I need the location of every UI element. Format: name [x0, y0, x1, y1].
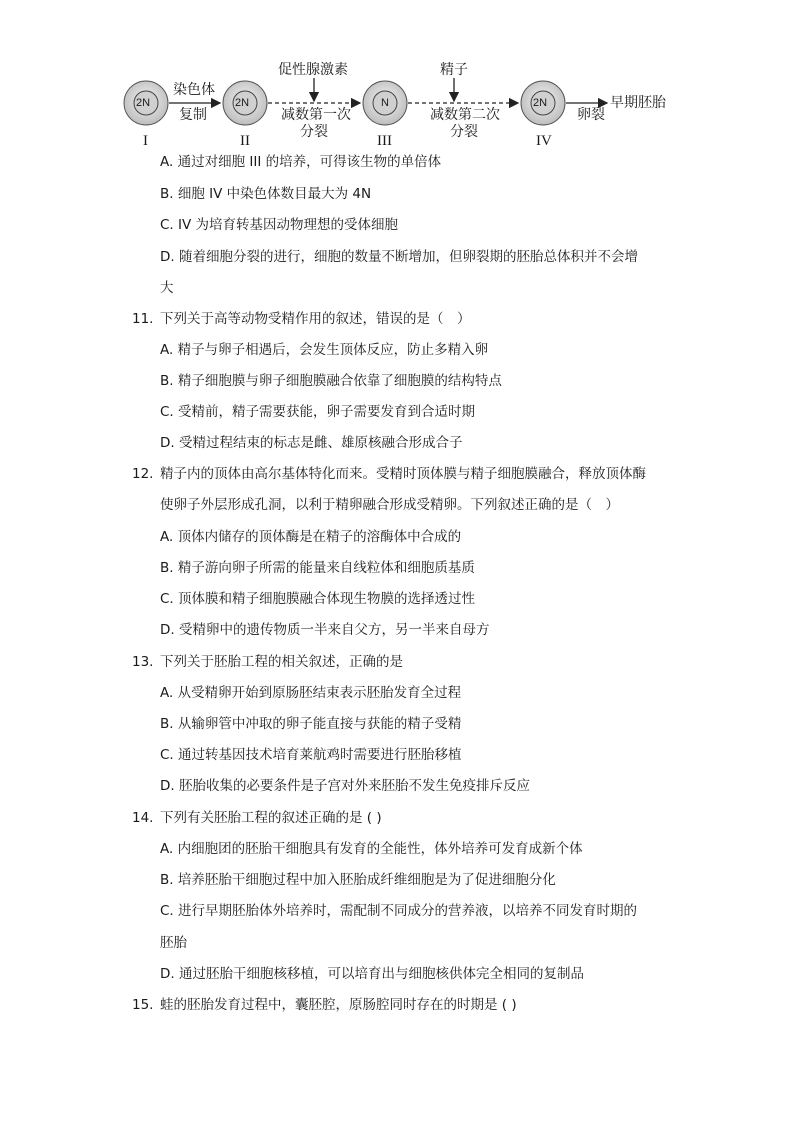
q10-option-d: D. 随着细胞分裂的进行，细胞的数量不断增加，但卵裂期的胚胎总体积并不会增: [160, 249, 638, 265]
q12-option-a: A. 顶体内储存的顶体酶是在精子的溶酶体中合成的: [160, 529, 462, 545]
label-meiosis2-b: 分裂: [450, 124, 478, 140]
cell-II-label: 2N: [235, 97, 250, 109]
q11-option-c: C. 受精前，精子需要获能，卵子需要发育到合适时期: [160, 404, 476, 420]
q12-option-c: C. 顶体膜和精子细胞膜融合体现生物膜的选择透过性: [160, 591, 476, 607]
label-meiosis1: 减数第一次: [281, 107, 351, 123]
q11-option-b: B. 精子细胞膜与卵子细胞膜融合依靠了细胞膜的结构特点: [160, 373, 502, 389]
q13-option-a: A. 从受精卵开始到原肠胚结束表示胚胎发育全过程: [160, 685, 462, 701]
q14-stem: 下列有关胚胎工程的叙述正确的是 ( ): [160, 810, 382, 826]
q11-option-d: D. 受精过程结束的标志是雌、雄原核融合形成合子: [160, 435, 463, 451]
q13-option-d: D. 胚胎收集的必要条件是子宫对外来胚胎不发生免疫排斥反应: [160, 778, 530, 794]
roman-IV: IV: [536, 133, 552, 149]
q11-stem: 下列关于高等动物受精作用的叙述，错误的是（ ）: [160, 311, 471, 327]
q10-option-d-cont: 大: [160, 280, 174, 296]
label-meiosis2: 减数第二次: [430, 107, 500, 123]
oogenesis-diagram: [118, 60, 698, 155]
q14-option-c-cont: 胚胎: [160, 935, 187, 951]
roman-III: III: [377, 133, 392, 149]
q13-stem: 下列关于胚胎工程的相关叙述，正确的是: [160, 654, 403, 670]
label-replication: 复制: [179, 107, 207, 123]
q10-option-c: C. IV 为培育转基因动物理想的受体细胞: [160, 217, 399, 233]
q11-number: 11.: [132, 311, 154, 327]
q12-option-d: D. 受精卵中的遗传物质一半来自父方，另一半来自母方: [160, 622, 490, 638]
q12-stem-line2: 使卵子外层形成孔洞，以利于精卵融合形成受精卵。下列叙述正确的是（ ）: [160, 497, 619, 513]
q13-number: 13.: [132, 654, 154, 670]
q15-stem: 蛙的胚胎发育过程中，囊胚腔，原肠腔同时存在的时期是 ( ): [160, 997, 517, 1013]
q13-option-b: B. 从输卵管中冲取的卵子能直接与获能的精子受精: [160, 716, 462, 732]
q14-number: 14.: [132, 810, 154, 826]
q12-stem-line1: 精子内的顶体由高尔基体特化而来。受精时顶体膜与精子细胞膜融合，释放顶体酶: [160, 466, 646, 482]
q14-option-c: C. 进行早期胚胎体外培养时，需配制不同成分的营养液，以培养不同发育时期的: [160, 903, 638, 919]
label-hormone: 促性腺激素: [278, 62, 348, 78]
roman-II: II: [240, 133, 250, 149]
cell-IV-label: 2N: [533, 97, 548, 109]
label-meiosis1-b: 分裂: [300, 124, 328, 140]
q10-option-b: B. 细胞 IV 中染色体数目最大为 4N: [160, 186, 372, 202]
cell-I-label: 2N: [136, 97, 151, 109]
q14-option-d: D. 通过胚胎干细胞核移植，可以培育出与细胞核供体完全相同的复制品: [160, 966, 584, 982]
q12-number: 12.: [132, 466, 154, 482]
q10-option-a: A. 通过对细胞 III 的培养，可得该生物的单倍体: [160, 154, 442, 170]
q13-option-c: C. 通过转基因技术培育莱航鸡时需要进行胚胎移植: [160, 747, 462, 763]
label-cleavage: 卵裂: [577, 107, 605, 123]
q12-option-b: B. 精子游向卵子所需的能量来自线粒体和细胞质基质: [160, 560, 475, 576]
q15-number: 15.: [132, 997, 154, 1013]
q14-option-a: A. 内细胞团的胚胎干细胞具有发育的全能性，体外培养可发育成新个体: [160, 841, 583, 857]
label-sperm: 精子: [440, 62, 468, 78]
q11-option-a: A. 精子与卵子相遇后，会发生顶体反应，防止多精入卵: [160, 342, 489, 358]
label-chromosome: 染色体: [173, 82, 215, 98]
roman-I: I: [143, 133, 148, 149]
cell-III-label: N: [381, 97, 389, 109]
q14-option-b: B. 培养胚胎干细胞过程中加入胚胎成纤维细胞是为了促进细胞分化: [160, 872, 556, 888]
label-early-embryo: 早期胚胎: [610, 95, 666, 111]
